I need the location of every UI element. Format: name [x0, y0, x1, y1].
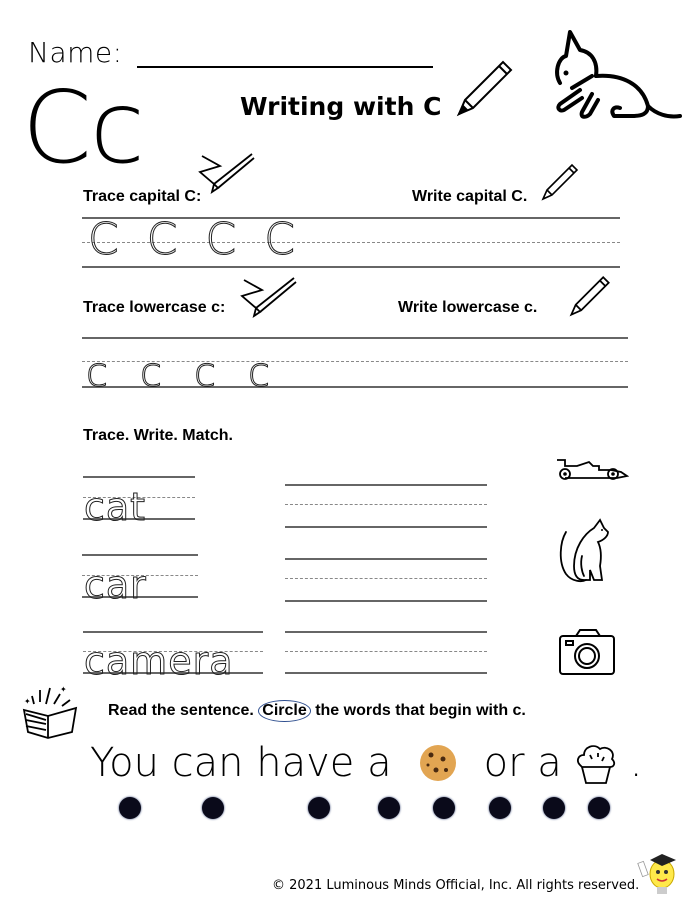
sentence-part2[interactable]: or a — [483, 740, 562, 786]
word-dot[interactable] — [119, 797, 141, 819]
write-capital-label: Write capital C. — [412, 188, 528, 205]
trace-word-cat[interactable]: cat — [84, 485, 147, 529]
pencil-icon — [568, 274, 612, 318]
copyright-text: © 2021 Luminous Minds Official, Inc. All rights reserved. — [272, 878, 640, 893]
sentence — [90, 740, 642, 786]
circle-word: Circle — [258, 700, 310, 722]
word-dot[interactable] — [202, 797, 224, 819]
open-book-icon — [18, 684, 82, 740]
write-line-bottom — [285, 672, 487, 674]
instruction-part1: Read the sentence. — [108, 702, 254, 719]
trace-letter[interactable]: c — [248, 350, 270, 396]
write-line-top — [285, 558, 487, 560]
pen-scribble-icon — [196, 152, 256, 198]
trace-letter[interactable]: c — [194, 350, 216, 396]
pen-scribble-icon — [238, 276, 298, 322]
word-dot[interactable] — [433, 797, 455, 819]
sentence-part1[interactable]: You can have a — [90, 740, 392, 786]
page-title: Writing with C — [240, 92, 442, 121]
trace-letter[interactable]: c — [86, 350, 108, 396]
pencil-icon — [540, 162, 580, 202]
write-line-mid — [285, 651, 487, 652]
cupcake-icon[interactable] — [574, 741, 618, 785]
trace-word-car[interactable]: car — [84, 563, 147, 607]
svg-text:✦: ✦ — [24, 697, 31, 706]
svg-text:✦: ✦ — [60, 685, 67, 694]
name-field-line[interactable] — [137, 66, 433, 68]
cat-icon[interactable] — [556, 516, 612, 584]
word-dot[interactable] — [378, 797, 400, 819]
word-dot[interactable] — [308, 797, 330, 819]
write-line-top — [285, 631, 487, 633]
big-letters: Cc — [22, 69, 143, 186]
write-line-bottom — [285, 526, 487, 528]
trace-letter[interactable]: C — [264, 214, 295, 265]
cat-icon — [552, 28, 682, 123]
guide-line-top — [82, 337, 628, 339]
write-line-bottom — [285, 600, 487, 602]
name-label: Name: — [28, 36, 123, 69]
cookie-icon[interactable] — [418, 743, 458, 783]
guide-line-top — [83, 631, 263, 633]
guide-line-top — [83, 476, 195, 478]
section-title: Trace. Write. Match. — [83, 427, 233, 444]
camera-icon[interactable] — [558, 628, 616, 676]
trace-letter[interactable]: C — [146, 214, 178, 265]
instruction-text — [108, 700, 526, 722]
word-dot[interactable] — [489, 797, 511, 819]
word-dot[interactable] — [588, 797, 610, 819]
trace-lowercase-row — [86, 350, 270, 396]
sentence-period: . — [629, 740, 643, 786]
guide-line-top — [82, 554, 198, 556]
write-line-mid — [285, 504, 487, 505]
guide-line-bottom — [82, 266, 620, 268]
race-car-icon[interactable] — [555, 458, 629, 482]
lightbulb-mascot-icon — [636, 852, 682, 898]
trace-letter[interactable]: C — [205, 214, 237, 265]
write-lowercase-label: Write lowercase c. — [398, 299, 538, 316]
instruction-part2: the words that begin with c. — [315, 702, 526, 719]
trace-capital-row — [88, 214, 295, 265]
trace-capital-label: Trace capital C: — [83, 188, 202, 205]
trace-letter[interactable]: C — [88, 214, 119, 265]
word-dot[interactable] — [543, 797, 565, 819]
trace-letter[interactable]: c — [140, 350, 162, 396]
trace-lowercase-label: Trace lowercase c: — [83, 299, 226, 316]
write-line-top — [285, 484, 487, 486]
write-line-mid — [285, 578, 487, 579]
trace-word-camera[interactable]: camera — [84, 639, 234, 683]
pencil-icon — [455, 56, 517, 118]
